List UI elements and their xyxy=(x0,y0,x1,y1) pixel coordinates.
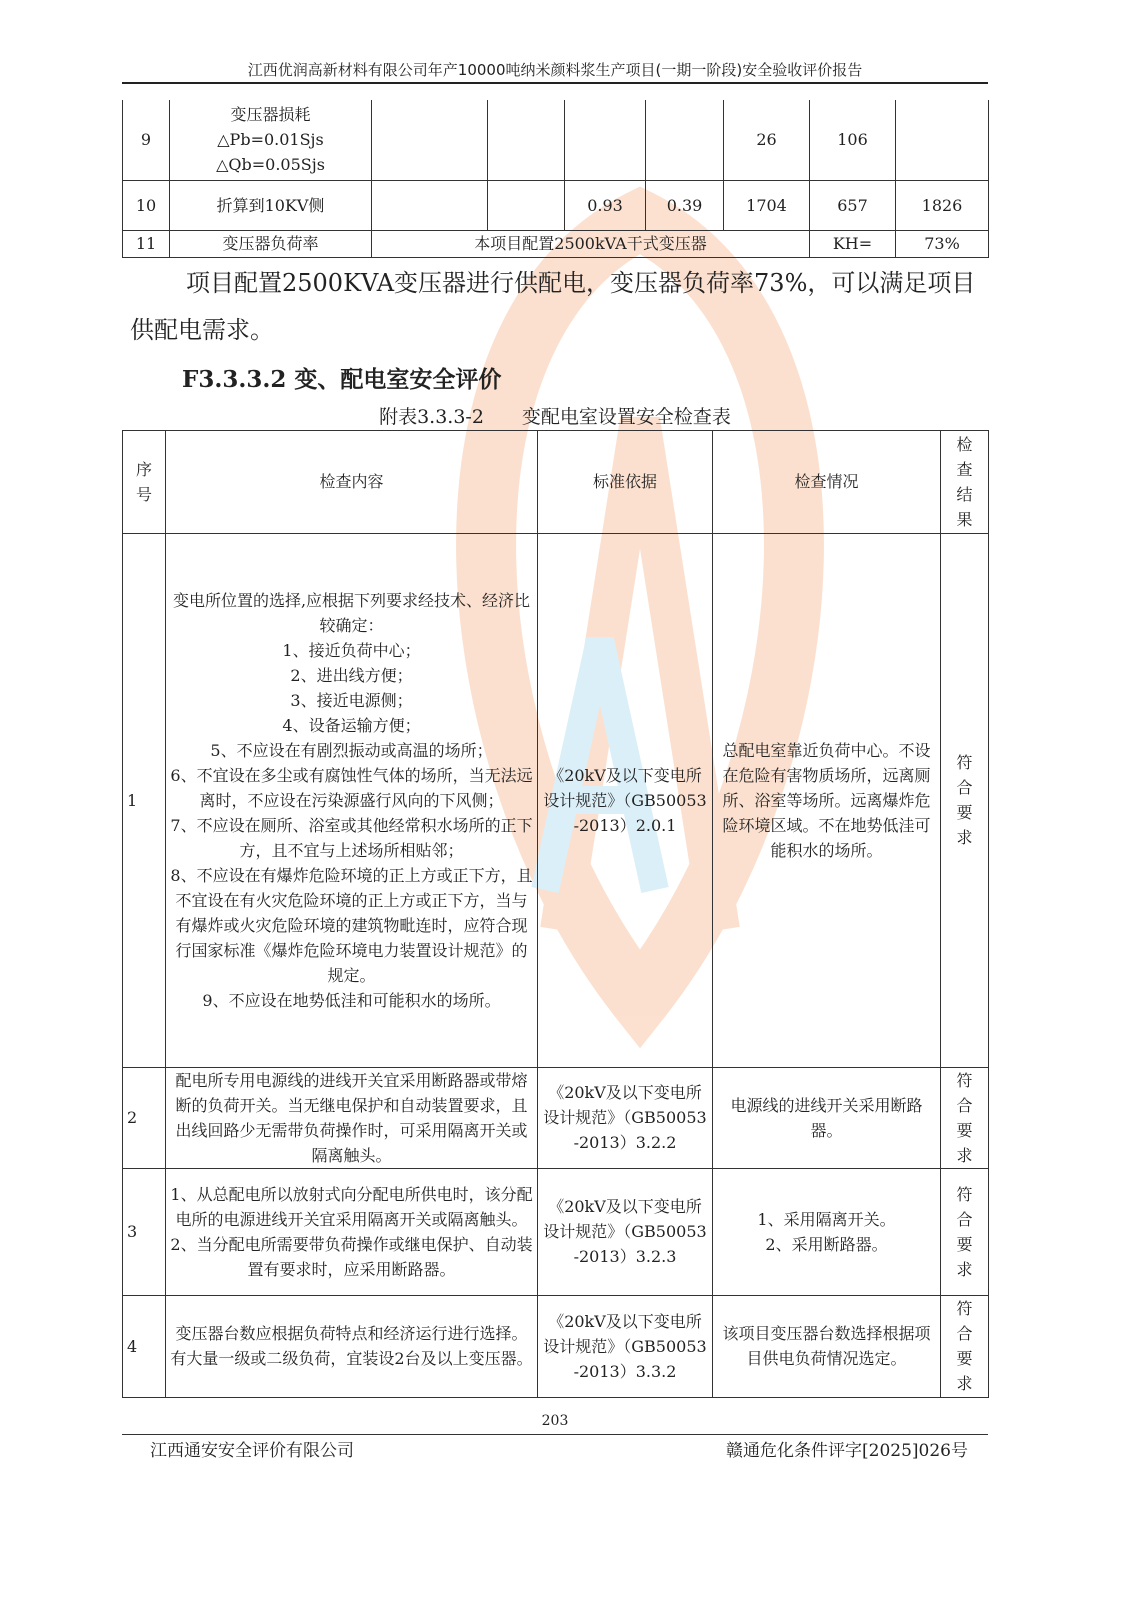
header-result: 检查结果 xyxy=(941,430,989,533)
content-line: 8、不应设在有爆炸危险环境的正上方或正下方，且不宜设在有火灾危险环境的正上方或正下方，当与有爆炸或火灾危险环境的建筑物毗连时，应符合现行国家标准《爆炸危险环境电力装置设计规范》的规定。 xyxy=(170,865,533,985)
table-row xyxy=(123,1295,989,1397)
result-text: 符合要求 xyxy=(956,1184,973,1279)
header-no xyxy=(123,430,166,533)
row-number: 1 xyxy=(127,790,138,810)
cell-result xyxy=(941,533,989,1067)
cell-no xyxy=(123,1168,166,1295)
status-text: 1、采用隔离开关。 2、采用断路器。 xyxy=(757,1209,896,1254)
content-line: 1、从总配电所以放射式向分配电所供电时，该分配电所的电源进线开关宜采用隔离开关或隔离触头。 xyxy=(170,1184,533,1229)
cell xyxy=(488,100,565,180)
cell-no: 10 xyxy=(123,180,170,230)
status-text: 电源线的进线开关采用断路器。 xyxy=(730,1095,923,1140)
footer-company: 江西通安安全评价有限公司 xyxy=(150,1440,354,1461)
content-line: 5、不应设在有剧烈振动或高温的场所； xyxy=(210,740,493,760)
paragraph: 项目配置2500KVA变压器进行供配电，变压器负荷率73%，可以满足项目供配电需求。 xyxy=(130,268,976,344)
name-line: △Pb=0.01Sjs xyxy=(217,130,324,150)
header-basis: 标准依据 xyxy=(538,430,713,533)
cell xyxy=(565,100,646,180)
cell-name: 变压器负荷率 xyxy=(170,230,372,257)
cell: 0.93 xyxy=(565,180,646,230)
cell-status xyxy=(713,1067,941,1168)
content-line: 变压器台数应根据负荷特点和经济运行进行选择。有大量一级或二级负荷，宜装设2台及以上变压器。 xyxy=(170,1324,533,1368)
content-line: 7、不应设在厕所、浴室或其他经常积水场所的正下方，且不宜与上述场所相贴邻； xyxy=(170,815,533,860)
cell: 26 xyxy=(724,100,810,180)
cell-content xyxy=(166,1067,538,1168)
cell xyxy=(646,100,724,180)
basis-text: 《20kV及以下变电所设计规范》（GB50053-2013）2.0.1 xyxy=(543,765,707,835)
cell: 73% xyxy=(896,230,989,257)
header-content: 检查内容 xyxy=(166,430,538,533)
content-line: 2、当分配电所需要带负荷操作或继电保护、自动装置有要求时，应采用断路器。 xyxy=(170,1234,533,1279)
section-heading: F3.3.3.2 变、配电室安全评价 xyxy=(182,365,502,393)
row-number: 3 xyxy=(127,1222,138,1241)
cell: 106 xyxy=(810,100,896,180)
cell-no: 9 xyxy=(123,100,170,180)
cell-no xyxy=(123,1067,166,1168)
content-line: 配电所专用电源线的进线开关宜采用断路器或带熔断的负荷开关。当无继电保护和自动装置要求，且出线回路少无需带负荷操作时，可采用隔离开关或隔离触头。 xyxy=(175,1070,528,1165)
footer xyxy=(122,1435,988,1463)
cell-basis xyxy=(538,1067,713,1168)
cell: 657 xyxy=(810,180,896,230)
cell-status xyxy=(713,1295,941,1397)
result-text: 符合要求 xyxy=(956,1299,973,1393)
cell xyxy=(896,100,989,180)
table-row xyxy=(123,533,989,1067)
table-row xyxy=(123,100,989,180)
cell-content xyxy=(166,1295,538,1397)
cell-status xyxy=(713,1168,941,1295)
cell-no: 11 xyxy=(123,230,170,257)
cell xyxy=(372,100,488,180)
cell-content xyxy=(166,1168,538,1295)
cell-content xyxy=(166,533,538,1067)
result-text: 符合要求 xyxy=(956,753,973,847)
header-no-text: 序号 xyxy=(135,459,152,504)
content-line: 2、进出线方便； xyxy=(290,665,413,685)
cell-result xyxy=(941,1067,989,1168)
name-line: △Qb=0.05Sjs xyxy=(216,155,325,175)
row-number: 2 xyxy=(127,1108,138,1127)
cell xyxy=(372,180,488,230)
cell-basis xyxy=(538,1295,713,1397)
basis-text: 《20kV及以下变电所设计规范》（GB50053-2013）3.2.3 xyxy=(543,1197,707,1266)
status-text: 该项目变压器台数选择根据项目供电负荷情况选定。 xyxy=(722,1324,931,1368)
load-calculation-table xyxy=(122,100,989,258)
cell-result xyxy=(941,1168,989,1295)
content-line: 3、接近电源侧； xyxy=(290,690,413,710)
header-status: 检查情况 xyxy=(713,430,941,533)
content-line: 9、不应设在地势低洼和可能积水的场所。 xyxy=(202,990,501,1010)
table-row xyxy=(123,1168,989,1295)
table-caption: 附表3.3.3-2 变配电室设置安全检查表 xyxy=(379,405,731,428)
cell-no xyxy=(123,533,166,1067)
cell-merged: 本项目配置2500kVA干式变压器 xyxy=(372,230,810,257)
content-line: 6、不宜设在多尘或有腐蚀性气体的场所，当无法远离时，不应设在污染源盛行风向的下风侧； xyxy=(170,765,533,810)
cell: KH= xyxy=(810,230,896,257)
status-text: 总配电室靠近负荷中心。不设在危险有害物质场所，远离厕所、浴室等场所。远离爆炸危险环境区域。不在地势低洼可能积水的场所。 xyxy=(722,740,931,860)
table-row xyxy=(123,1067,989,1168)
table-row xyxy=(123,180,989,230)
cell-basis xyxy=(538,1168,713,1295)
cell-status xyxy=(713,533,941,1067)
cell-name: 折算到10KV侧 xyxy=(170,180,372,230)
name-line: 变压器损耗 xyxy=(230,105,311,125)
header-divider xyxy=(122,82,988,84)
table-row xyxy=(123,230,989,257)
row-number: 4 xyxy=(127,1336,138,1356)
cell: 0.39 xyxy=(646,180,724,230)
cell-name xyxy=(170,100,372,180)
basis-text: 《20kV及以下变电所设计规范》（GB50053-2013）3.3.2 xyxy=(543,1311,707,1381)
cell xyxy=(488,180,565,230)
basis-text: 《20kV及以下变电所设计规范》（GB50053-2013）3.2.2 xyxy=(543,1083,707,1152)
substation-checklist-table xyxy=(122,430,989,1398)
content-line: 4、设备运输方便； xyxy=(282,715,421,735)
footer-doc-number: 赣通危化条件评字[2025]026号 xyxy=(726,1440,968,1461)
table-header-row xyxy=(123,430,989,533)
cell-no xyxy=(123,1295,166,1397)
content-line: 变电所位置的选择,应根据下列要求经技术、经济比较确定： xyxy=(172,590,531,635)
page-header: 江西优润高新材料有限公司年产10000吨纳米颜料浆生产项目(一期一阶段)安全验收评价报告 xyxy=(247,61,863,79)
cell: 1704 xyxy=(724,180,810,230)
cell-basis xyxy=(538,533,713,1067)
result-text: 符合要求 xyxy=(956,1070,973,1165)
page-number: 203 xyxy=(541,1412,569,1429)
cell-result xyxy=(941,1295,989,1397)
cell: 1826 xyxy=(896,180,989,230)
content-line: 1、接近负荷中心； xyxy=(282,640,421,660)
